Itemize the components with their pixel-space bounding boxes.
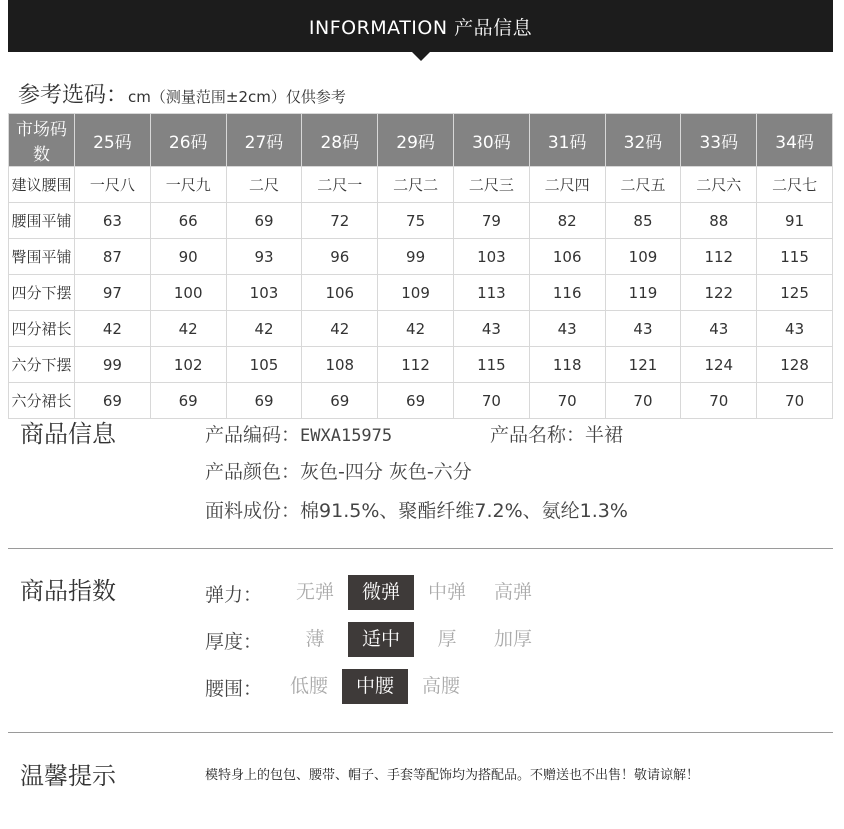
- size-cell: 99: [378, 239, 454, 275]
- size-table-row: [9, 239, 833, 275]
- notice-title: 温馨提示: [20, 762, 116, 790]
- size-table-row: [9, 347, 833, 383]
- size-cell: 85: [605, 203, 681, 239]
- size-cell: 79: [453, 203, 529, 239]
- size-cell: 96: [302, 239, 378, 275]
- size-cell: 69: [226, 383, 302, 419]
- size-cell: 75: [378, 203, 454, 239]
- section-divider: [8, 548, 833, 549]
- size-cell: 二尺七: [757, 167, 833, 203]
- size-table: [8, 113, 833, 419]
- size-cell: 42: [302, 311, 378, 347]
- size-cell: 43: [757, 311, 833, 347]
- size-cell: 106: [302, 275, 378, 311]
- size-cell: 42: [226, 311, 302, 347]
- size-table-body: [9, 167, 833, 419]
- banner-notch: [412, 52, 430, 61]
- size-header-cell: 27码: [226, 114, 302, 167]
- size-header-cell: 25码: [75, 114, 151, 167]
- size-cell: 93: [226, 239, 302, 275]
- size-cell: 112: [378, 347, 454, 383]
- size-cell: 二尺三: [453, 167, 529, 203]
- size-cell: 109: [605, 239, 681, 275]
- elasticity-option: 中弹: [427, 581, 466, 603]
- size-cell: 113: [453, 275, 529, 311]
- size-header-cell: 30码: [453, 114, 529, 167]
- size-cell: 二尺二: [378, 167, 454, 203]
- size-cell: 42: [150, 311, 226, 347]
- size-cell: 82: [529, 203, 605, 239]
- size-cell: 二尺六: [681, 167, 757, 203]
- size-row-label: 六分下摆: [9, 347, 75, 383]
- product-fabric-value: 棉91.5%、聚酯纤维7.2%、氨纶1.3%: [300, 500, 628, 522]
- elasticity-option: 高弹: [493, 581, 532, 603]
- size-header-cell: 市场码数: [9, 114, 75, 167]
- size-reference: [18, 78, 346, 109]
- size-cell: 二尺五: [605, 167, 681, 203]
- size-cell: 43: [681, 311, 757, 347]
- size-cell: 90: [150, 239, 226, 275]
- size-header-cell: 26码: [150, 114, 226, 167]
- size-header-cell: 34码: [757, 114, 833, 167]
- size-cell: 121: [605, 347, 681, 383]
- product-fabric-row: [205, 496, 628, 523]
- size-cell: 112: [681, 239, 757, 275]
- elasticity-label: 弹力：: [205, 584, 263, 606]
- elasticity-option-selected: 微弹: [348, 575, 414, 610]
- size-cell: 125: [757, 275, 833, 311]
- thickness-label: 厚度：: [205, 631, 263, 653]
- product-info-title: 商品信息: [20, 420, 116, 448]
- size-table-row: [9, 383, 833, 419]
- size-cell: 二尺: [226, 167, 302, 203]
- size-cell: 43: [529, 311, 605, 347]
- product-code-label: 产品编码：: [205, 424, 301, 446]
- product-name-row: [490, 420, 623, 447]
- waist-option: 高腰: [421, 675, 460, 697]
- size-cell: 63: [75, 203, 151, 239]
- size-cell: 91: [757, 203, 833, 239]
- size-header-cell: 31码: [529, 114, 605, 167]
- size-reference-heading: 参考选码：: [18, 83, 129, 108]
- size-row-label: 四分下摆: [9, 275, 75, 311]
- product-code-row: [205, 420, 392, 447]
- size-cell: 70: [529, 383, 605, 419]
- size-header-cell: 28码: [302, 114, 378, 167]
- size-cell: 72: [302, 203, 378, 239]
- size-cell: 128: [757, 347, 833, 383]
- size-cell: 42: [75, 311, 151, 347]
- size-cell: 一尺八: [75, 167, 151, 203]
- size-cell: 103: [453, 239, 529, 275]
- product-index-title: 商品指数: [20, 577, 116, 605]
- size-cell: 100: [150, 275, 226, 311]
- size-table-row: [9, 167, 833, 203]
- thickness-option-selected: 适中: [348, 622, 414, 657]
- size-cell: 109: [378, 275, 454, 311]
- waist-option-selected: 中腰: [342, 669, 408, 704]
- size-cell: 108: [302, 347, 378, 383]
- product-color-row: [205, 457, 472, 484]
- size-header-cell: 29码: [378, 114, 454, 167]
- size-cell: 119: [605, 275, 681, 311]
- size-cell: 70: [757, 383, 833, 419]
- size-row-label: 建议腰围: [9, 167, 75, 203]
- size-cell: 70: [681, 383, 757, 419]
- size-cell: 106: [529, 239, 605, 275]
- size-cell: 116: [529, 275, 605, 311]
- size-cell: 88: [681, 203, 757, 239]
- size-reference-note: cm（测量范围±2cm）仅供参考: [128, 88, 346, 106]
- size-cell: 122: [681, 275, 757, 311]
- size-cell: 99: [75, 347, 151, 383]
- size-cell: 115: [453, 347, 529, 383]
- size-cell: 87: [75, 239, 151, 275]
- size-cell: 102: [150, 347, 226, 383]
- size-cell: 二尺一: [302, 167, 378, 203]
- size-cell: 43: [453, 311, 529, 347]
- size-table-row: [9, 311, 833, 347]
- product-name-value: 半裙: [585, 424, 624, 446]
- size-cell: 二尺四: [529, 167, 605, 203]
- notice-text: 模特身上的包包、腰带、帽子、手套等配饰均为搭配品。不赠送也不出售！敬请谅解！: [205, 768, 700, 783]
- size-header-cell: 32码: [605, 114, 681, 167]
- size-cell: 69: [302, 383, 378, 419]
- size-cell: 69: [150, 383, 226, 419]
- elasticity-option: 无弹: [295, 581, 334, 603]
- size-cell: 118: [529, 347, 605, 383]
- size-cell: 70: [453, 383, 529, 419]
- size-cell: 69: [75, 383, 151, 419]
- size-cell: 43: [605, 311, 681, 347]
- thickness-option: 加厚: [493, 628, 532, 650]
- size-row-label: 臀围平铺: [9, 239, 75, 275]
- waist-label: 腰围：: [205, 678, 263, 700]
- product-code-value: EWXA15975: [300, 426, 393, 446]
- product-fabric-label: 面料成份：: [205, 500, 301, 522]
- size-cell: 70: [605, 383, 681, 419]
- size-cell: 一尺九: [150, 167, 226, 203]
- size-row-label: 腰围平铺: [9, 203, 75, 239]
- size-table-header-row: [9, 114, 833, 167]
- size-table-row: [9, 275, 833, 311]
- info-banner: [8, 0, 833, 52]
- size-header-cell: 33码: [681, 114, 757, 167]
- size-row-label: 四分裙长: [9, 311, 75, 347]
- size-cell: 105: [226, 347, 302, 383]
- size-row-label: 六分裙长: [9, 383, 75, 419]
- section-divider: [8, 732, 833, 733]
- size-cell: 103: [226, 275, 302, 311]
- waist-option: 低腰: [289, 675, 328, 697]
- product-name-label: 产品名称：: [490, 424, 586, 446]
- banner-title: INFORMATION 产品信息: [308, 16, 533, 39]
- product-color-label: 产品颜色：: [205, 461, 301, 483]
- product-color-value: 灰色-四分 灰色-六分: [300, 461, 472, 483]
- size-cell: 115: [757, 239, 833, 275]
- size-table-row: [9, 203, 833, 239]
- size-cell: 124: [681, 347, 757, 383]
- thickness-option: 薄: [305, 628, 325, 650]
- size-cell: 42: [378, 311, 454, 347]
- size-cell: 69: [226, 203, 302, 239]
- size-cell: 66: [150, 203, 226, 239]
- thickness-option: 厚: [437, 628, 457, 650]
- size-cell: 69: [378, 383, 454, 419]
- size-cell: 97: [75, 275, 151, 311]
